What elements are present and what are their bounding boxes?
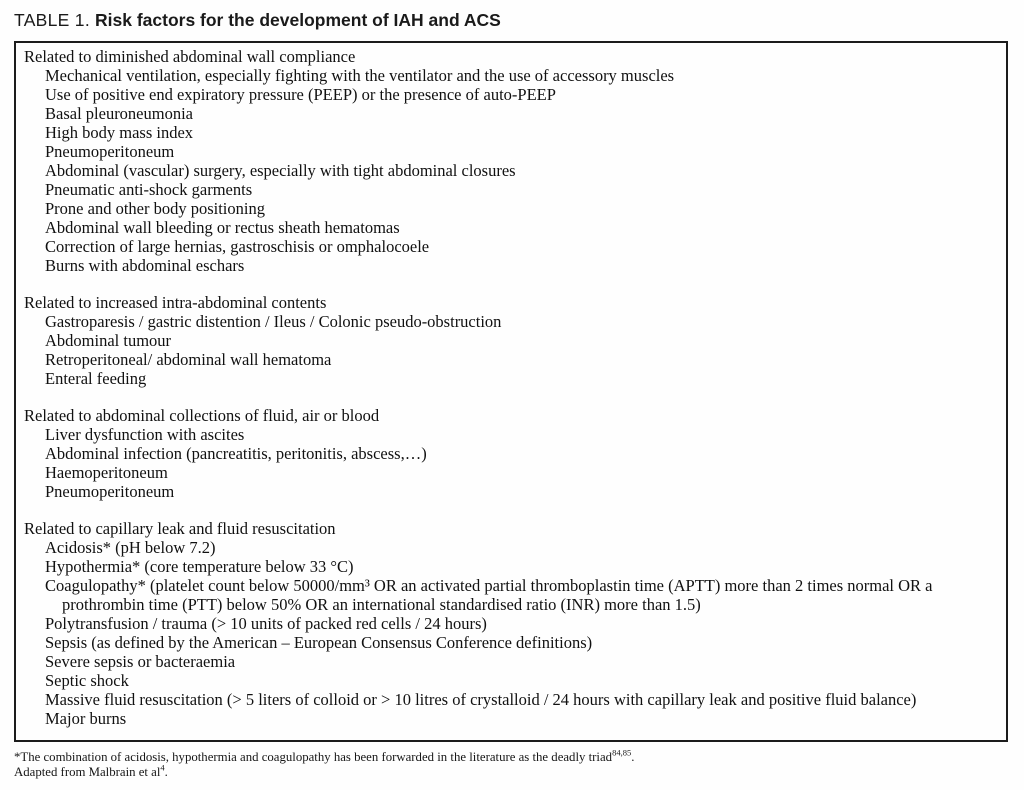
footnote-adapted-from: [14, 762, 1008, 780]
footnote-period: .: [631, 750, 635, 764]
risk-factor-item: Polytransfusion / trauma (> 10 units of packed red cells / 24 hours): [45, 614, 487, 633]
footnote-text: *The combination of acidosis, hypothermia and coagulopathy has been forwarded in the literature as the deadly triad: [14, 750, 613, 764]
risk-factor-item: Major burns: [45, 709, 127, 728]
risk-factor-section: [24, 406, 996, 501]
risk-factor-item: Liver dysfunction with ascites: [45, 425, 245, 444]
risk-factor-item: Gastroparesis / gastric distention / Ileus / Colonic pseudo-obstruction: [45, 312, 502, 331]
section-header: Related to capillary leak and fluid resuscitation: [24, 519, 336, 538]
section-header: Related to diminished abdominal wall compliance: [24, 47, 356, 66]
footnote-citation-superscript: 84,85: [612, 747, 632, 758]
risk-factor-item: Use of positive end expiratory pressure (PEEP) or the presence of auto-PEEP: [45, 85, 556, 104]
risk-factor-item: Abdominal wall bleeding or rectus sheath hematomas: [45, 218, 400, 237]
risk-factor-table: [14, 41, 1008, 742]
risk-factor-item: Coagulopathy* (platelet count below 50000/mm³ OR an activated partial thromboplastin time (APTT) more than 2 times normal OR a prothrombin time (PTT) below 50% OR an international standardised ratio (INR) more than 1.5): [45, 576, 933, 614]
risk-factor-item: Severe sepsis or bacteraemia: [45, 652, 236, 671]
risk-factor-item: Pneumoperitoneum: [45, 482, 175, 501]
risk-factor-item: High body mass index: [45, 123, 194, 142]
risk-factor-item: Correction of large hernias, gastroschisis or omphalocoele: [45, 237, 430, 256]
risk-factor-item: Basal pleuroneumonia: [45, 104, 194, 123]
footnote-text: Adapted from Malbrain et al: [14, 765, 161, 779]
risk-factor-section: [24, 519, 996, 728]
risk-factor-item: Hypothermia* (core temperature below 33 °C): [45, 557, 354, 576]
risk-factor-item: Prone and other body positioning: [45, 199, 265, 218]
risk-factor-item: Haemoperitoneum: [45, 463, 168, 482]
footnote-citation-superscript: 4: [160, 762, 165, 773]
risk-factor-item: Mechanical ventilation, especially fighting with the ventilator and the use of accessory muscles: [45, 66, 675, 85]
section-header: Related to increased intra-abdominal contents: [24, 293, 327, 312]
risk-factor-item: Abdominal (vascular) surgery, especially with tight abdominal closures: [45, 161, 516, 180]
risk-factor-item: Enteral feeding: [45, 369, 147, 388]
footnote-period: .: [164, 765, 168, 779]
footnotes: [14, 747, 1008, 780]
risk-factor-item: Retroperitoneal/ abdominal wall hematoma: [45, 350, 332, 369]
risk-factor-item: Massive fluid resuscitation (> 5 liters of colloid or > 10 litres of crystalloid / 24 hours with capillary leak and positive fluid balance): [45, 690, 917, 709]
risk-factor-item: Acidosis* (pH below 7.2): [45, 538, 216, 557]
table-caption: [14, 9, 501, 31]
risk-factor-section: [24, 47, 996, 275]
risk-factor-item: Pneumoperitoneum: [45, 142, 175, 161]
risk-factor-item: Burns with abdominal eschars: [45, 256, 245, 275]
risk-factor-section: [24, 293, 996, 388]
table-title: Risk factors for the development of IAH and ACS: [95, 10, 501, 30]
risk-factor-item: Septic shock: [45, 671, 129, 690]
table-number: TABLE 1.: [14, 10, 90, 30]
risk-factor-item: Abdominal tumour: [45, 331, 172, 350]
risk-factor-item: Pneumatic anti-shock garments: [45, 180, 253, 199]
section-header: Related to abdominal collections of fluid, air or blood: [24, 406, 380, 425]
risk-factor-item: Abdominal infection (pancreatitis, peritonitis, abscess,…): [45, 444, 427, 463]
risk-factor-item: Sepsis (as defined by the American – European Consensus Conference definitions): [45, 633, 593, 652]
